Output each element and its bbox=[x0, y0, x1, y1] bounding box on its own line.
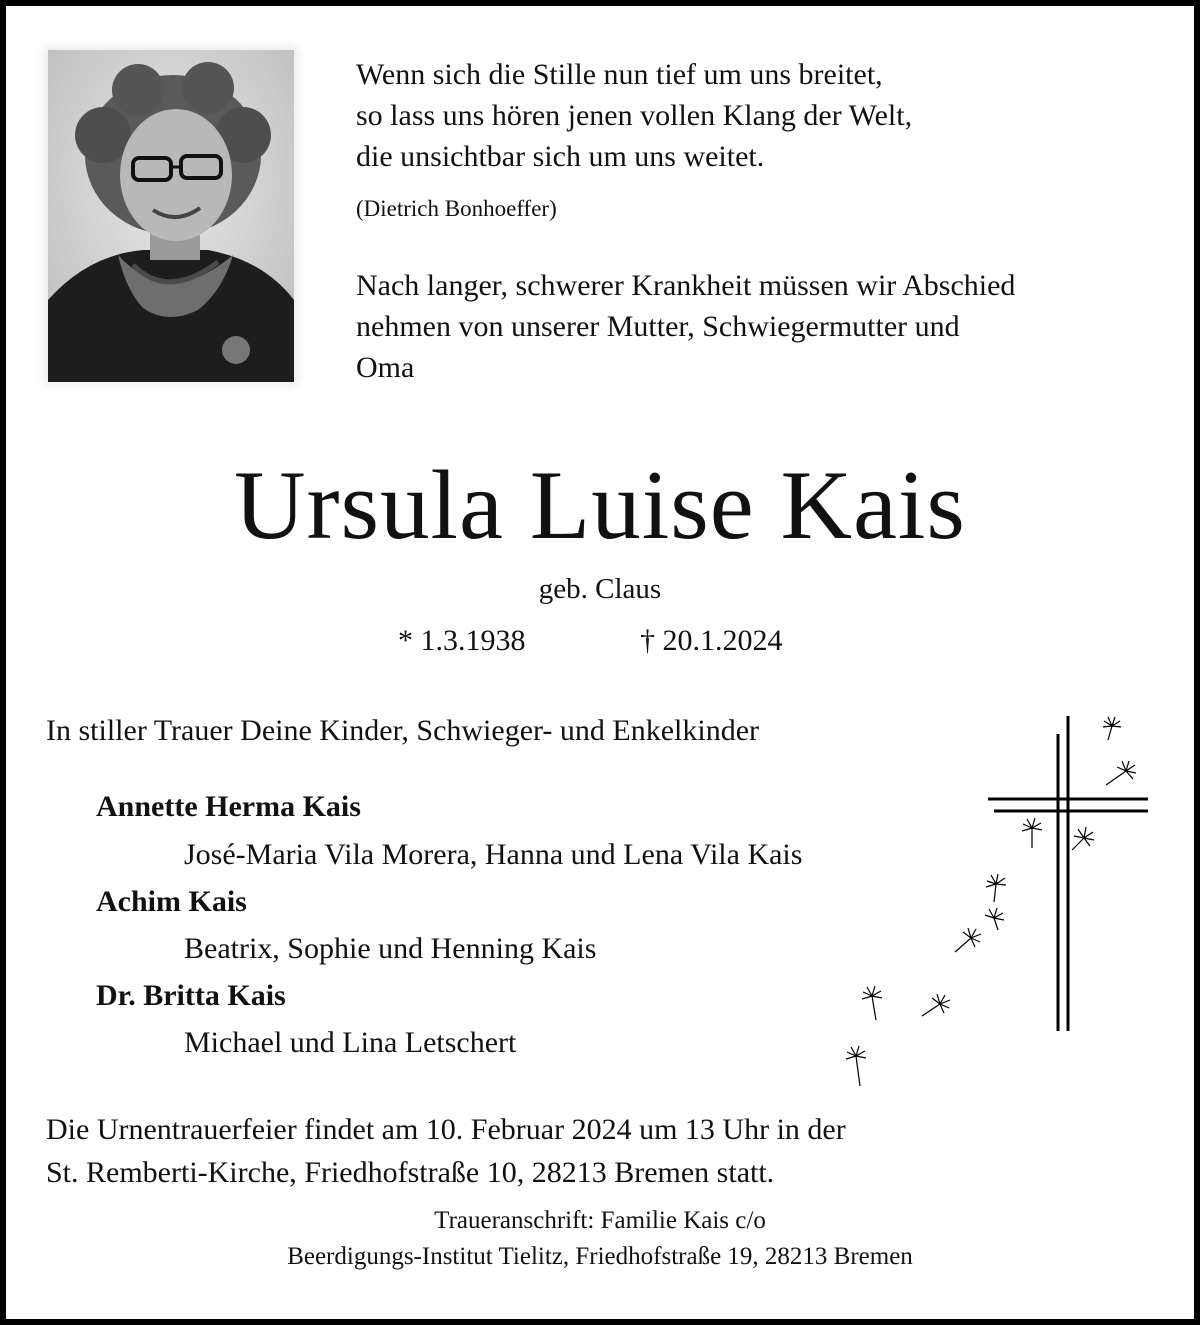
family-name-1: Annette Herma Kais bbox=[96, 790, 361, 823]
maiden-name: geb. Claus bbox=[538, 573, 662, 605]
family-name-2: Achim Kais bbox=[96, 885, 247, 918]
ceremony-line-1: Die Urnentrauerfeier findet am 10. Februar 2024 um 13 Uhr in der bbox=[46, 1113, 846, 1146]
family-members-2: Beatrix, Sophie und Henning Kais bbox=[184, 932, 597, 965]
intro-line-3: Oma bbox=[356, 351, 415, 384]
ceremony-line-2: St. Remberti-Kirche, Friedhofstraße 10, 28213 Bremen statt. bbox=[46, 1156, 775, 1189]
poem-line-3: die unsichtbar sich um uns weitet. bbox=[356, 140, 765, 173]
mourning-address-line-2: Beerdigungs-Institut Tielitz, Friedhofstraße 19, 28213 Bremen bbox=[287, 1243, 913, 1270]
deceased-name: Ursula Luise Kais bbox=[234, 451, 966, 560]
family-members-3: Michael und Lina Letschert bbox=[184, 1026, 517, 1059]
death-date: † 20.1.2024 bbox=[640, 624, 783, 657]
intro-line-2: nehmen von unserer Mutter, Schwiegermutter und bbox=[356, 310, 960, 343]
cross-with-dandelion-seeds-icon bbox=[836, 706, 1166, 1106]
mourning-address-line-1: Traueranschrift: Familie Kais c/o bbox=[434, 1207, 766, 1234]
birth-date: * 1.3.1938 bbox=[398, 624, 526, 657]
poem-line-1: Wenn sich die Stille nun tief um uns breitet, bbox=[356, 58, 883, 91]
family-members-1: José-Maria Vila Morera, Hanna und Lena Vila Kais bbox=[184, 838, 803, 871]
portrait-photo bbox=[48, 50, 294, 382]
poem-line-2: so lass uns hören jenen vollen Klang der Welt, bbox=[356, 99, 913, 132]
family-name-3: Dr. Britta Kais bbox=[96, 979, 286, 1012]
mourners-heading: In stiller Trauer Deine Kinder, Schwieger- und Enkelkinder bbox=[46, 714, 760, 747]
poem-attribution: (Dietrich Bonhoeffer) bbox=[356, 196, 557, 221]
intro-line-1: Nach langer, schwerer Krankheit müssen wir Abschied bbox=[356, 269, 1016, 302]
